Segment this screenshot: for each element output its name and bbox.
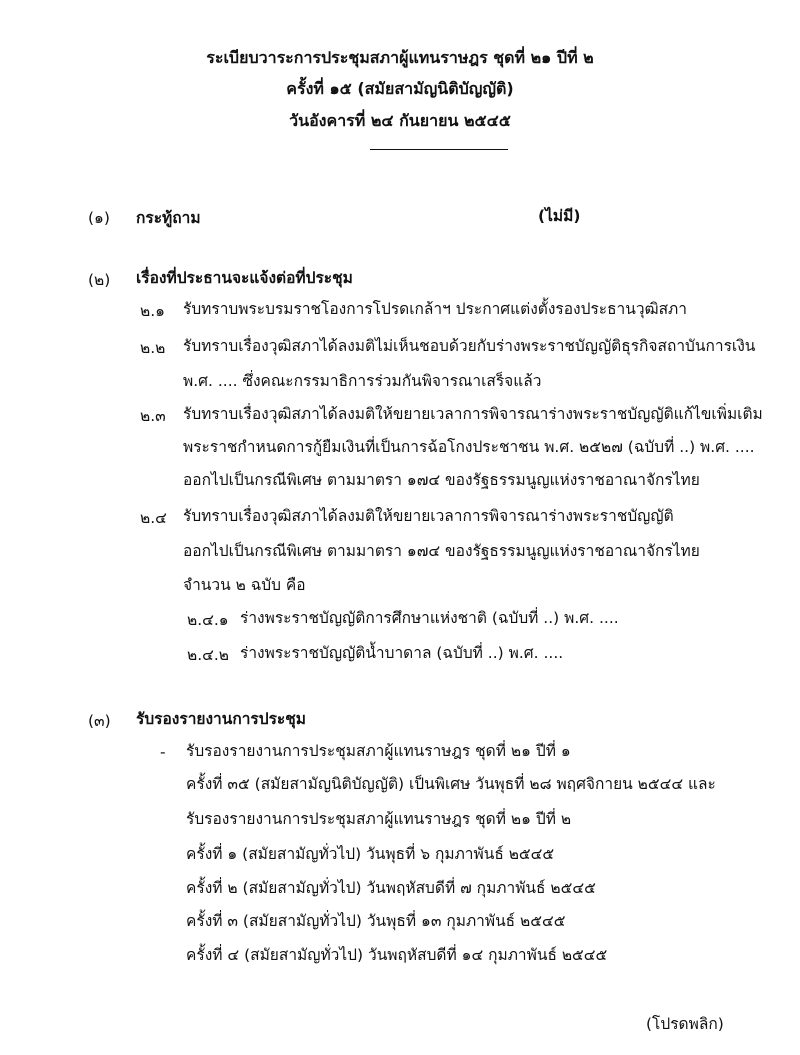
- section-1-number: (๑): [88, 209, 110, 227]
- section-3-number: (๓): [88, 712, 111, 730]
- item-2-4-1-text: ร่างพระราชบัญญัติการศึกษาแห่งชาติ (ฉบับที่ ..) พ.ศ. ....: [240, 609, 619, 627]
- turn-page-note: (โปรดพลิก): [646, 1015, 724, 1033]
- item-2-4-text-line2: ออกไปเป็นกรณีพิเศษ ตามมาตรา ๑๗๔ ของรัฐธรรมนูญแห่งราชอาณาจักรไทย: [183, 542, 700, 560]
- title-underline: [370, 149, 508, 150]
- page-title: ระเบียบวาระการประชุมสภาผู้แทนราษฎร ชุดที่ ๒๑ ปีที่ ๒: [206, 48, 594, 67]
- section-1-note: (ไม่มี): [538, 207, 581, 225]
- section-3-bullet: -: [160, 743, 166, 761]
- section-3-heading: รับรองรายงานการประชุม: [136, 710, 306, 728]
- item-2-4-1-number: ๒.๔.๑: [187, 611, 229, 629]
- item-2-3-text-line2: พระราชกำหนดการกู้ยืมเงินที่เป็นการฉ้อโกงประชาชน พ.ศ. ๒๕๒๗ (ฉบับที่ ..) พ.ศ. ....: [183, 438, 755, 456]
- minutes-line-1: รับรองรายงานการประชุมสภาผู้แทนราษฎร ชุดที่ ๒๑ ปีที่ ๑: [186, 742, 571, 760]
- item-2-4-2-number: ๒.๔.๒: [187, 646, 230, 664]
- item-2-3-number: ๒.๓: [140, 407, 166, 425]
- item-2-4-text-line1: รับทราบเรื่องวุฒิสภาได้ลงมติให้ขยายเวลาการพิจารณาร่างพระราชบัญญัติ: [183, 507, 674, 525]
- item-2-4-2-text: ร่างพระราชบัญญัติน้ำบาดาล (ฉบับที่ ..) พ.ศ. ....: [240, 644, 564, 662]
- item-2-1-number: ๒.๑: [140, 302, 165, 320]
- section-2-heading: เรื่องที่ประธานจะแจ้งต่อที่ประชุม: [136, 269, 353, 287]
- item-2-2-text-line2: พ.ศ. .... ซึ่งคณะกรรมาธิการร่วมกันพิจารณาเสร็จแล้ว: [183, 372, 542, 390]
- item-2-1-text: รับทราบพระบรมราชโองการโปรดเกล้าฯ ประกาศแต่งตั้งรองประธานวุฒิสภา: [183, 300, 687, 318]
- minutes-line-3: รับรองรายงานการประชุมสภาผู้แทนราษฎร ชุดที่ ๒๑ ปีที่ ๒: [186, 810, 572, 828]
- section-1-heading: กระทู้ถาม: [136, 209, 201, 227]
- session-number: ครั้งที่ ๑๕ (สมัยสามัญนิติบัญญัติ): [286, 79, 514, 98]
- item-2-3-text-line3: ออกไปเป็นกรณีพิเศษ ตามมาตรา ๑๗๔ ของรัฐธรรมนูญแห่งราชอาณาจักรไทย: [183, 471, 700, 489]
- item-2-2-number: ๒.๒: [140, 339, 166, 357]
- minutes-line-2: ครั้งที่ ๓๕ (สมัยสามัญนิติบัญญัติ) เป็นพิเศษ วันพุธที่ ๒๘ พฤศจิกายน ๒๕๔๔ และ: [186, 775, 716, 793]
- item-2-4-text-line3: จำนวน ๒ ฉบับ คือ: [183, 576, 306, 594]
- item-2-4-number: ๒.๔: [140, 509, 167, 527]
- minutes-line-6: ครั้งที่ ๓ (สมัยสามัญทั่วไป) วันพุธที่ ๑๓ กุมภาพันธ์ ๒๕๔๕: [186, 912, 566, 930]
- item-2-3-text-line1: รับทราบเรื่องวุฒิสภาได้ลงมติให้ขยายเวลาการพิจารณาร่างพระราชบัญญัติแก้ไขเพิ่มเติม: [183, 405, 763, 423]
- section-2-number: (๒): [88, 271, 111, 289]
- minutes-line-4: ครั้งที่ ๑ (สมัยสามัญทั่วไป) วันพุธที่ ๖ กุมภาพันธ์ ๒๕๔๕: [186, 845, 555, 863]
- minutes-line-7: ครั้งที่ ๔ (สมัยสามัญทั่วไป) วันพฤหัสบดีที่ ๑๔ กุมภาพันธ์ ๒๕๔๕: [186, 946, 608, 964]
- session-date: วันอังคารที่ ๒๔ กันยายน ๒๕๔๕: [289, 111, 511, 130]
- minutes-line-5: ครั้งที่ ๒ (สมัยสามัญทั่วไป) วันพฤหัสบดีที่ ๗ กุมภาพันธ์ ๒๕๔๕: [186, 879, 596, 897]
- item-2-2-text-line1: รับทราบเรื่องวุฒิสภาได้ลงมติไม่เห็นชอบด้วยกับร่างพระราชบัญญัติธุรกิจสถาบันการเงิน: [183, 337, 756, 355]
